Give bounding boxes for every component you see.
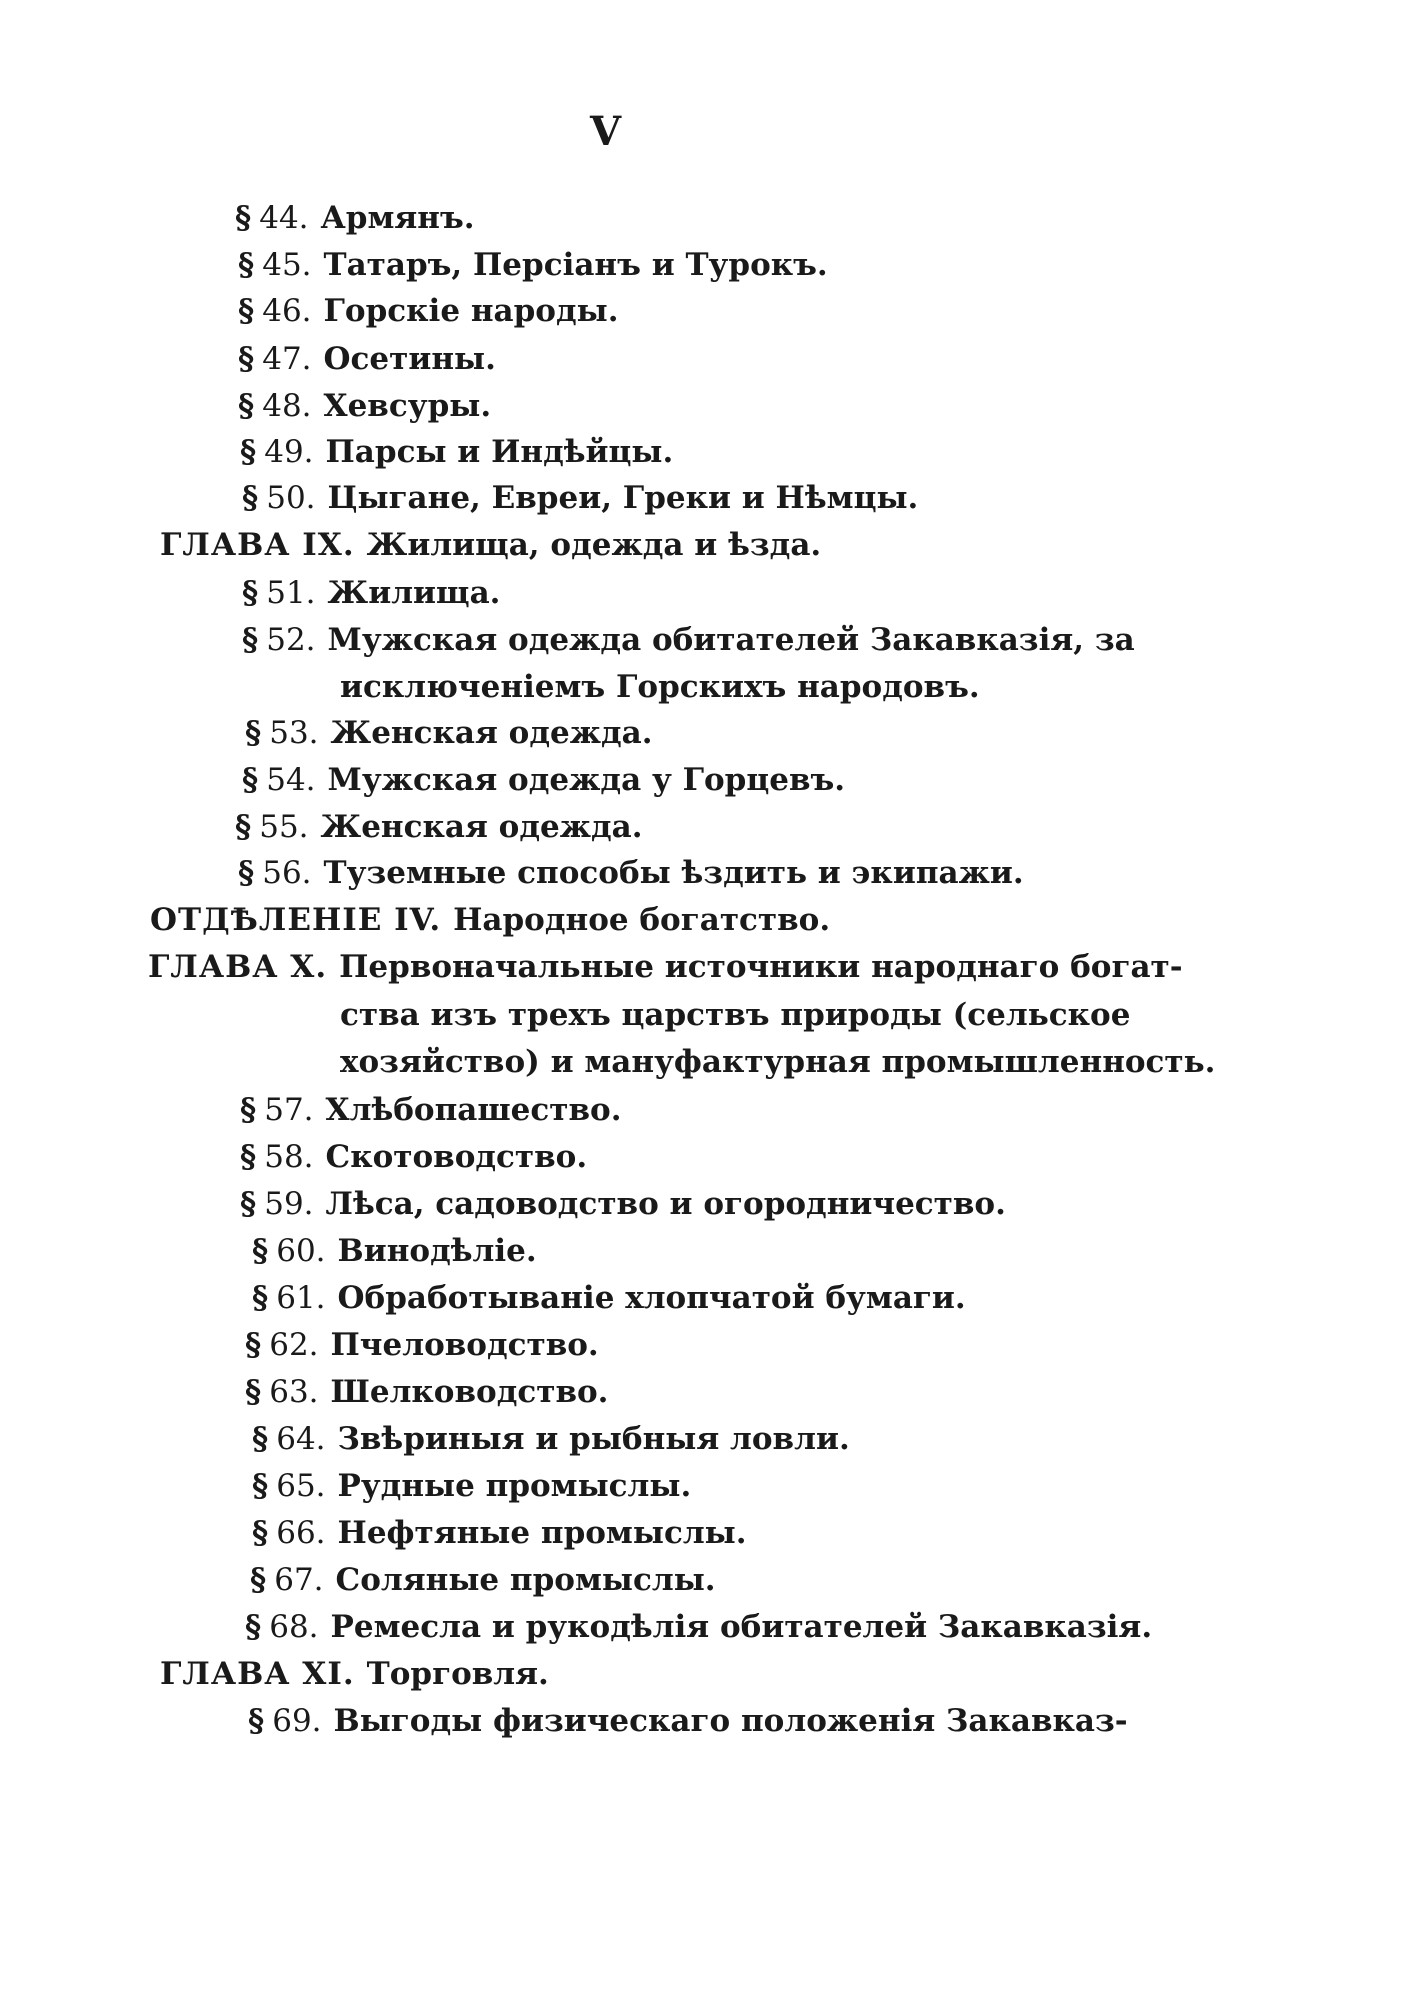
toc-entry-67 <box>250 1562 716 1598</box>
toc-entry-65 <box>252 1468 692 1504</box>
section-number: 55. <box>259 809 309 845</box>
section-sign: § <box>252 1280 269 1316</box>
section-title: Хевсуры. <box>323 388 492 424</box>
section-sign: § <box>252 1233 269 1269</box>
section-title: Нефтяные промыслы. <box>337 1515 747 1551</box>
chapter-label: ГЛАВА X. <box>148 949 328 985</box>
toc-entry-53 <box>245 715 653 751</box>
toc-entry-56 <box>238 855 1024 891</box>
section-number: 53. <box>269 715 319 751</box>
section-number: 52. <box>266 622 316 658</box>
chapter-title: Первоначальные источники народнаго богат- <box>339 949 1183 985</box>
section-sign: § <box>245 1609 262 1645</box>
section-number: 58. <box>264 1139 314 1175</box>
section-title: Звѣриныя и рыбныя ловли. <box>337 1421 850 1457</box>
section-sign: § <box>235 809 252 845</box>
toc-entry-49 <box>240 434 674 470</box>
section-title: Армянъ. <box>320 200 475 236</box>
section-sign: § <box>242 622 259 658</box>
toc-entry-55 <box>235 809 643 845</box>
section-sign: § <box>238 388 255 424</box>
section-number: 56. <box>262 855 312 891</box>
section-title: Выгоды физическаго положенія Закавказ- <box>333 1703 1128 1739</box>
toc-entry-57 <box>240 1092 622 1128</box>
chapter-10-continuation-2: хозяйство) и мануфактурная промышленность. <box>340 1044 1216 1080</box>
section-sign: § <box>245 1327 262 1363</box>
chapter-heading-10 <box>148 949 1183 985</box>
section-title: Соляные промыслы. <box>335 1562 716 1598</box>
chapter-label: ГЛАВА IX. <box>160 527 355 563</box>
section-title: Шелководство. <box>330 1374 609 1410</box>
page-number: V <box>590 108 623 155</box>
section-number: 69. <box>272 1703 322 1739</box>
section-number: 60. <box>276 1233 326 1269</box>
section-number: 66. <box>276 1515 326 1551</box>
toc-entry-54 <box>242 762 846 798</box>
section-sign: § <box>248 1703 265 1739</box>
section-number: 68. <box>269 1609 319 1645</box>
section-title: Цыгане, Евреи, Греки и Нѣмцы. <box>327 480 919 516</box>
section-number: 48. <box>262 388 312 424</box>
section-title: Винодѣліе. <box>337 1233 537 1269</box>
toc-entry-52 <box>242 622 1135 658</box>
section-sign: § <box>235 200 252 236</box>
section-title: Женская одежда. <box>330 715 653 751</box>
section-number: 64. <box>276 1421 326 1457</box>
chapter-title: Жилища, одежда и ѣзда. <box>366 527 822 563</box>
toc-entry-47 <box>238 341 496 377</box>
section-title: Парсы и Индѣйцы. <box>325 434 674 470</box>
section-title: Скотоводство. <box>325 1139 588 1175</box>
toc-entry-69 <box>248 1703 1128 1739</box>
section-sign: § <box>240 434 257 470</box>
toc-entry-64 <box>252 1421 850 1457</box>
section-number: 57. <box>264 1092 314 1128</box>
section-number: 54. <box>266 762 316 798</box>
toc-entry-48 <box>238 388 492 424</box>
section-title: Женская одежда. <box>320 809 643 845</box>
department-label: ОТДѢЛЕНІЕ IV. <box>150 902 442 938</box>
section-sign: § <box>238 855 255 891</box>
section-title: Татаръ, Персіанъ и Турокъ. <box>323 247 828 283</box>
chapter-10-continuation-1: ства изъ трехъ царствъ природы (сельское <box>340 997 1131 1033</box>
section-sign: § <box>240 1092 257 1128</box>
department-heading-4 <box>150 902 831 938</box>
section-sign: § <box>240 1186 257 1222</box>
section-number: 46. <box>262 293 312 329</box>
toc-entry-46 <box>238 293 619 329</box>
section-title: Рудные промыслы. <box>337 1468 692 1504</box>
toc-entry-51 <box>242 575 501 611</box>
section-sign: § <box>238 247 255 283</box>
toc-entry-61 <box>252 1280 966 1316</box>
section-number: 51. <box>266 575 316 611</box>
chapter-label: ГЛАВА XI. <box>160 1656 355 1692</box>
toc-entry-63 <box>245 1374 609 1410</box>
section-sign: § <box>252 1515 269 1551</box>
section-sign: § <box>245 1374 262 1410</box>
section-number: 63. <box>269 1374 319 1410</box>
section-title: Туземные способы ѣздить и экипажи. <box>323 855 1024 891</box>
toc-entry-50 <box>242 480 919 516</box>
chapter-heading-9 <box>160 527 822 563</box>
toc-entry-45 <box>238 247 828 283</box>
section-title: Пчеловодство. <box>330 1327 599 1363</box>
chapter-heading-11 <box>160 1656 549 1692</box>
department-title: Народное богатство. <box>453 902 831 938</box>
section-number: 67. <box>274 1562 324 1598</box>
toc-entry-62 <box>245 1327 599 1363</box>
section-sign: § <box>242 575 259 611</box>
section-title: Мужская одежда обитателей Закавказія, за <box>327 622 1135 658</box>
section-sign: § <box>242 762 259 798</box>
section-title: Лѣса, садоводство и огородничество. <box>325 1186 1006 1222</box>
section-number: 45. <box>262 247 312 283</box>
section-number: 61. <box>276 1280 326 1316</box>
section-sign: § <box>240 1139 257 1175</box>
section-number: 62. <box>269 1327 319 1363</box>
toc-entry-66 <box>252 1515 747 1551</box>
toc-entry-44 <box>235 200 475 236</box>
section-sign: § <box>250 1562 267 1598</box>
section-number: 65. <box>276 1468 326 1504</box>
chapter-title: Торговля. <box>366 1656 549 1692</box>
section-number: 50. <box>266 480 316 516</box>
section-sign: § <box>238 341 255 377</box>
section-title: Обработываніе хлопчатой бумаги. <box>337 1280 966 1316</box>
section-sign: § <box>242 480 259 516</box>
section-number: 47. <box>262 341 312 377</box>
section-title: Осетины. <box>323 341 496 377</box>
toc-entry-60 <box>252 1233 537 1269</box>
section-sign: § <box>252 1468 269 1504</box>
toc-entry-58 <box>240 1139 588 1175</box>
section-title: Ремесла и рукодѣлія обитателей Закавказія. <box>330 1609 1153 1645</box>
section-title: Горскіе народы. <box>323 293 619 329</box>
section-number: 44. <box>259 200 309 236</box>
toc-entry-52-continuation: исключеніемъ Горскихъ народовъ. <box>340 669 980 705</box>
toc-entry-59 <box>240 1186 1006 1222</box>
section-sign: § <box>245 715 262 751</box>
section-title: Хлѣбопашество. <box>325 1092 622 1128</box>
section-number: 59. <box>264 1186 314 1222</box>
section-title: Жилища. <box>327 575 501 611</box>
section-title: Мужская одежда у Горцевъ. <box>327 762 846 798</box>
section-sign: § <box>252 1421 269 1457</box>
toc-entry-68 <box>245 1609 1153 1645</box>
section-sign: § <box>238 293 255 329</box>
section-number: 49. <box>264 434 314 470</box>
